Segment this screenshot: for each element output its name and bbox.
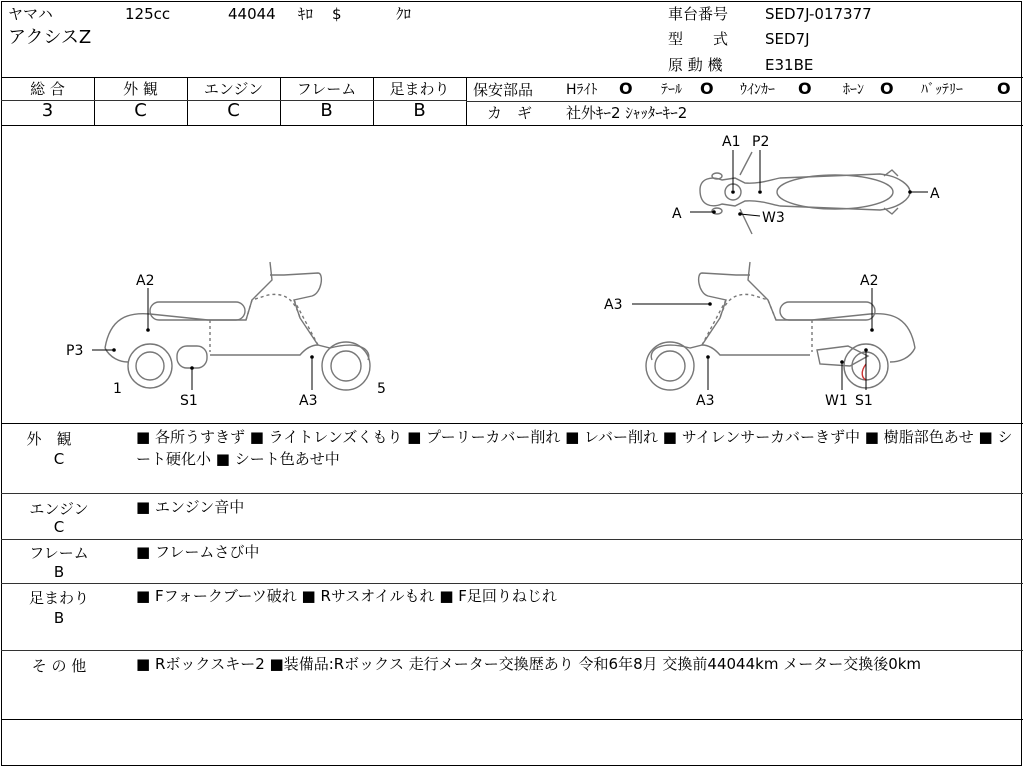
label-right-a2: A2 <box>860 273 879 289</box>
displacement: 125cc <box>125 5 171 23</box>
grade-frame: B <box>320 100 333 121</box>
section-label: フレーム <box>29 544 89 562</box>
safety-mark: O <box>880 79 894 98</box>
section-label: 足まわり <box>28 589 89 607</box>
section-grade: B <box>53 563 65 581</box>
type-value: SED7J <box>765 30 810 48</box>
safety-item-battery: ﾊﾞｯﾃﾘｰ <box>921 82 963 98</box>
grade-overall: 3 <box>41 100 54 121</box>
safety-label: 保安部品 <box>473 81 534 99</box>
divider <box>1 719 1023 720</box>
label-top-a-left: A <box>672 206 682 222</box>
safety-mark: O <box>619 79 633 98</box>
grade-exterior: C <box>134 100 147 121</box>
safety-item-horn: ﾎｰﾝ <box>843 82 864 98</box>
divider <box>466 101 1022 102</box>
label-left-1: 1 <box>113 381 122 397</box>
divider <box>1 493 1023 494</box>
mileage: 44044 <box>228 5 276 23</box>
divider <box>1 650 1023 651</box>
section-label: エンジン <box>29 500 89 518</box>
label-right-w1: W1 <box>825 393 848 409</box>
divider <box>1 539 1023 540</box>
section-grade: C <box>53 518 65 536</box>
frame-no: SED7J-017377 <box>765 5 872 23</box>
grade-header-engine: エンジン <box>203 80 264 98</box>
grade-header-exterior: 外 観 <box>123 80 158 98</box>
section-grade: B <box>53 609 65 627</box>
label-top-p2: P2 <box>752 134 770 150</box>
divider <box>1 423 1023 424</box>
grade-suspension: B <box>413 100 426 121</box>
label-left-s1: S1 <box>180 393 198 409</box>
dollar-mark: $ <box>332 5 342 23</box>
section-text: ■ Fフォークブーツ破れ ■ Rサスオイルもれ ■ F足回りねじれ <box>136 587 557 605</box>
section-text: ■ エンジン音中 <box>136 498 245 516</box>
grade-header-overall: 総 合 <box>30 80 65 98</box>
divider <box>1 77 1023 78</box>
safety-mark: O <box>997 79 1011 98</box>
model-name: アクシスZ <box>8 27 92 48</box>
engine-label: 原 動 機 <box>668 56 723 74</box>
color: ｸﾛ <box>396 5 412 23</box>
label-top-w3: W3 <box>762 210 785 226</box>
section-label: そ の 他 <box>31 657 87 675</box>
damage-diagram <box>0 126 1024 422</box>
safety-mark: O <box>700 79 714 98</box>
grade-header-frame: フレーム <box>296 80 357 98</box>
scooter-top-view <box>700 152 910 234</box>
section-label: 外 観 <box>26 430 72 448</box>
section-grade: C <box>53 450 65 468</box>
label-top-a-right: A <box>930 186 940 202</box>
grade-engine: C <box>227 100 240 121</box>
key-value: 社外ｷｰ2 ｼｬｯﾀｰｷｰ2 <box>566 104 688 122</box>
maker: ヤマハ <box>8 5 53 23</box>
safety-item-headlight: Hﾗｲﾄ <box>566 82 598 98</box>
type-label: 型 式 <box>668 30 729 48</box>
section-text: ■ Rボックスキー2 ■装備品:Rボックス 走行メーター交換歴あり 令和6年8月 交換前44044km メーター交換後0km <box>136 655 922 673</box>
frame-no-label: 車台番号 <box>668 5 729 23</box>
safety-mark: O <box>798 79 812 98</box>
label-left-p3: P3 <box>66 343 84 359</box>
label-left-a2: A2 <box>136 273 155 289</box>
label-right-a3-lower: A3 <box>696 393 715 409</box>
label-left-5: 5 <box>377 381 386 397</box>
engine-value: E31BE <box>765 56 814 74</box>
section-text: ■ 各所うすきず ■ ライトレンズくもり ■ プーリーカバー削れ ■ レバー削れ ■ サイレンサーカバーきず中 ■ 樹脂部色あせ ■ シート硬化小 ■ シート色あせ中 <box>136 428 1013 468</box>
section-text: ■ フレームさび中 <box>136 543 260 561</box>
key-label: カ ギ <box>487 104 533 122</box>
safety-item-winker: ｳｲﾝｶｰ <box>740 82 775 98</box>
label-right-a3-upper: A3 <box>604 297 623 313</box>
mileage-unit: ｷﾛ <box>298 5 314 23</box>
divider <box>1 583 1023 584</box>
label-left-a3: A3 <box>299 393 318 409</box>
grade-header-suspension: 足まわり <box>389 80 450 98</box>
label-top-a1: A1 <box>722 134 741 150</box>
label-right-s1: S1 <box>855 393 873 409</box>
safety-item-tail: ﾃｰﾙ <box>661 82 682 98</box>
